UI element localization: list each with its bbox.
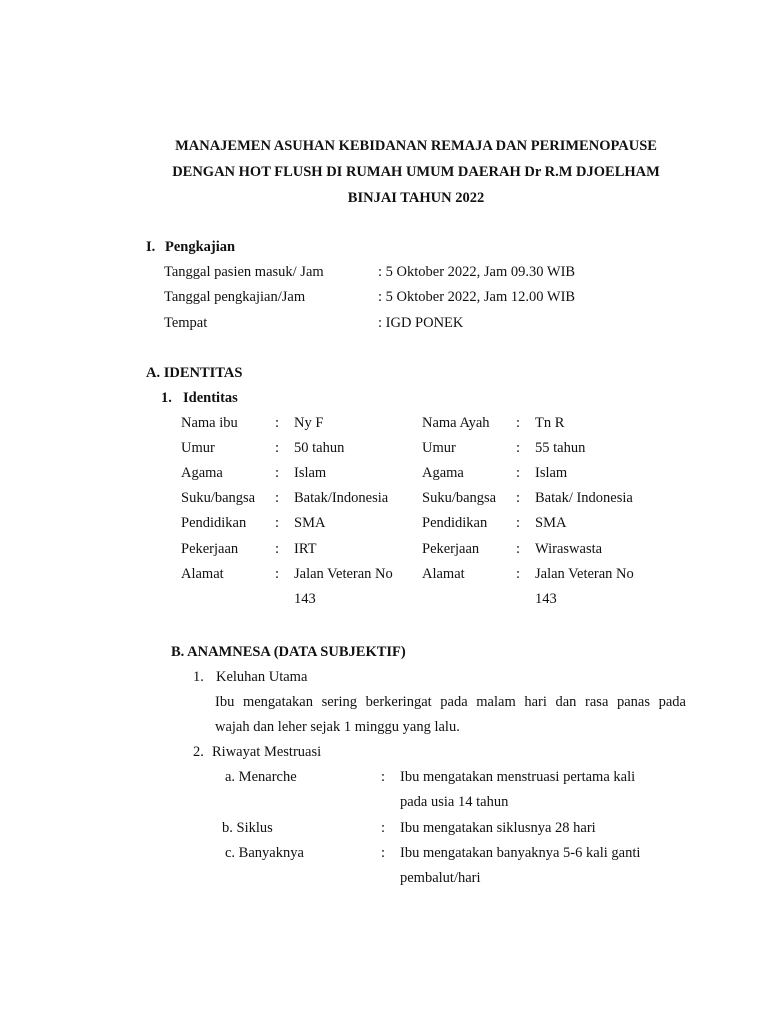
riwayat-item-label-menarche: a. Menarche	[225, 769, 297, 785]
identitas-colon: :	[275, 415, 280, 431]
identitas-value-ayah: Wiraswasta	[535, 541, 603, 557]
identitas-value-ibu: 50 tahun	[294, 440, 345, 456]
keluhan-title: Keluhan Utama	[216, 669, 308, 685]
riwayat-item-value: Ibu mengatakan menstruasi pertama kali	[400, 769, 636, 785]
identitas-label-ayah: Alamat	[422, 566, 465, 582]
identitas-colon: :	[516, 440, 521, 456]
identitas-colon: :	[275, 465, 280, 481]
identitas-label-ibu: Nama ibu	[181, 415, 238, 431]
pengkajian-numeral: I.	[146, 239, 156, 255]
identitas-value-ibu: IRT	[294, 541, 317, 557]
riwayat-title: Riwayat Mestruasi	[212, 744, 322, 760]
identitas-label-ayah: Agama	[422, 465, 464, 481]
identitas-label-ayah: Umur	[422, 440, 456, 456]
riwayat-item-value-cont: pembalut/hari	[400, 870, 481, 886]
identitas-colon: :	[275, 515, 280, 531]
identitas-colon: :	[516, 541, 521, 557]
identitas-colon: :	[275, 541, 280, 557]
identitas-value-ibu: Batak/Indonesia	[294, 490, 389, 506]
identitas-label-ibu: Pekerjaan	[181, 541, 239, 557]
riwayat-number: 2.	[193, 744, 204, 760]
riwayat-item-label-siklus: b. Siklus	[222, 820, 273, 836]
document-title-line-1: MANAJEMEN ASUHAN KEBIDANAN REMAJA DAN PERIMENOPAUSE	[175, 138, 657, 154]
identitas-label-ayah: Suku/bangsa	[422, 490, 497, 506]
identitas-heading: A. IDENTITAS	[146, 365, 243, 381]
identitas-colon: :	[516, 415, 521, 431]
identitas-alamat-ibu-continuation: 143	[294, 591, 316, 607]
riwayat-item-value: Ibu mengatakan banyaknya 5-6 kali ganti	[400, 845, 641, 861]
pengkajian-heading: Pengkajian	[165, 239, 236, 255]
identitas-colon: :	[516, 490, 521, 506]
keluhan-text-line-1: Ibu mengatakan sering berkeringat pada malam hari dan rasa panas pada	[215, 694, 686, 710]
identitas-colon: :	[275, 440, 280, 456]
riwayat-colon: :	[381, 820, 386, 836]
riwayat-item-value: Ibu mengatakan siklusnya 28 hari	[400, 820, 596, 836]
identitas-value-ayah: SMA	[535, 515, 567, 531]
identitas-value-ayah: Batak/ Indonesia	[535, 490, 633, 506]
identitas-sub-heading: Identitas	[183, 390, 238, 406]
identitas-label-ayah: Pendidikan	[422, 515, 488, 531]
identitas-value-ibu: Jalan Veteran No	[294, 566, 393, 582]
identitas-value-ibu: Islam	[294, 465, 327, 481]
identitas-value-ayah: 55 tahun	[535, 440, 586, 456]
keluhan-number: 1.	[193, 669, 204, 685]
identitas-label-ayah: Nama Ayah	[422, 415, 490, 431]
identitas-value-ayah: Tn R	[535, 415, 565, 431]
riwayat-colon: :	[381, 845, 386, 861]
anamnesa-heading: B. ANAMNESA (DATA SUBJEKTIF)	[171, 644, 406, 660]
riwayat-item-label-banyaknya: c. Banyaknya	[225, 845, 304, 861]
pengkajian-value: : IGD PONEK	[378, 315, 464, 331]
keluhan-text-line-2: wajah dan leher sejak 1 minggu yang lalu.	[215, 719, 460, 735]
riwayat-colon: :	[381, 769, 386, 785]
document-title-line-2: DENGAN HOT FLUSH DI RUMAH UMUM DAERAH Dr R.M DJOELHAM	[172, 164, 660, 180]
identitas-colon: :	[275, 566, 280, 582]
identitas-value-ayah: Islam	[535, 465, 568, 481]
pengkajian-value: : 5 Oktober 2022, Jam 09.30 WIB	[378, 264, 576, 280]
identitas-alamat-ayah-continuation: 143	[535, 591, 557, 607]
identitas-label-ibu: Pendidikan	[181, 515, 247, 531]
pengkajian-value: : 5 Oktober 2022, Jam 12.00 WIB	[378, 289, 576, 305]
pengkajian-label: Tanggal pengkajian/Jam	[164, 289, 306, 305]
pengkajian-label: Tanggal pasien masuk/ Jam	[164, 264, 324, 280]
identitas-label-ibu: Alamat	[181, 566, 224, 582]
identitas-value-ibu: SMA	[294, 515, 326, 531]
identitas-value-ayah: Jalan Veteran No	[535, 566, 634, 582]
document-title-line-3: BINJAI TAHUN 2022	[347, 190, 485, 206]
identitas-value-ibu: Ny F	[294, 415, 324, 431]
identitas-sub-number: 1.	[161, 390, 172, 406]
identitas-colon: :	[275, 490, 280, 506]
identitas-label-ibu: Suku/bangsa	[181, 490, 256, 506]
identitas-colon: :	[516, 566, 521, 582]
identitas-label-ibu: Umur	[181, 440, 215, 456]
identitas-label-ayah: Pekerjaan	[422, 541, 480, 557]
pengkajian-label: Tempat	[164, 315, 208, 331]
riwayat-item-value-cont: pada usia 14 tahun	[400, 794, 509, 810]
identitas-colon: :	[516, 465, 521, 481]
identitas-colon: :	[516, 515, 521, 531]
identitas-label-ibu: Agama	[181, 465, 223, 481]
